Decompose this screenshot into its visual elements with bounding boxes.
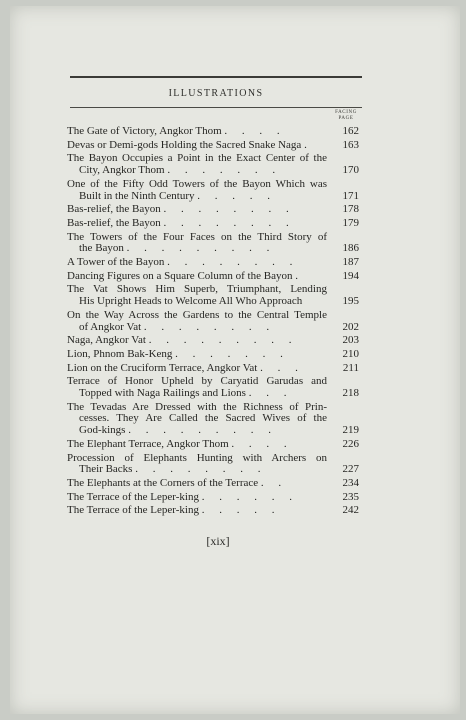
facing-page-number: 163	[342, 138, 359, 151]
caption-text: One of the Fifty Odd Towers of the Bayon Which was	[67, 177, 327, 190]
illustration-caption	[67, 271, 327, 283]
list-item	[67, 349, 359, 361]
facing-page-number: 202	[342, 320, 359, 333]
header-rule-bottom	[70, 107, 362, 108]
list-item	[67, 140, 359, 152]
caption-text: The Bayon Occupies a Point in the Exact Center of the	[67, 152, 327, 165]
caption-line	[67, 439, 327, 451]
illustration-caption	[67, 257, 327, 269]
caption-line	[67, 191, 327, 203]
list-item	[67, 505, 359, 517]
caption-text: City, Angkor Thom	[79, 164, 165, 177]
page-title: ILLUSTRATIONS	[168, 88, 264, 99]
caption-text: the Bayon	[79, 242, 124, 255]
caption-text: cesses. They Are Called the Sacred Wives of the	[79, 412, 327, 425]
illustration-caption	[67, 505, 327, 517]
page-label-word: PAGE	[338, 116, 354, 121]
illustration-caption	[67, 284, 327, 307]
facing-page-number: 210	[342, 347, 359, 360]
caption-line	[67, 126, 327, 138]
illustration-caption	[67, 453, 327, 476]
facing-page-number: 170	[342, 164, 359, 177]
leader-dots: . . .	[248, 387, 293, 400]
illustration-caption	[67, 363, 327, 375]
illustration-caption	[67, 310, 327, 333]
illustration-caption	[67, 492, 327, 504]
facing-page-number: 219	[342, 424, 359, 437]
caption-text: Devas or Demi-gods Holding the Sacred Snake Naga	[67, 138, 302, 151]
list-item	[67, 363, 359, 375]
illustration-caption	[67, 402, 327, 437]
illustration-caption	[67, 204, 327, 216]
illustration-caption	[67, 218, 327, 230]
caption-line	[67, 140, 327, 152]
caption-line	[67, 204, 327, 216]
list-item	[67, 179, 359, 202]
list-item	[67, 453, 359, 476]
leader-dots: . . . . .	[197, 189, 276, 202]
leader-dots: . . .	[260, 361, 304, 374]
list-item	[67, 153, 359, 176]
caption-text: The Elephants at the Corners of the Terrace	[67, 476, 259, 489]
caption-text: Dancing Figures on a Square Column of the Bayon	[67, 269, 293, 282]
facing-page-number: 234	[342, 476, 359, 489]
illustrations-list	[67, 126, 359, 519]
facing-page-number: 171	[342, 189, 359, 202]
caption-line	[67, 296, 327, 308]
caption-text: The Terrace of the Leper-king	[67, 504, 199, 517]
caption-text: Naga, Angkor Vat	[67, 334, 146, 347]
list-item	[67, 257, 359, 269]
list-item	[67, 402, 359, 437]
caption-text: Lion on the Cruciform Terrace, Angkor Vat	[67, 361, 258, 374]
caption-line	[67, 218, 327, 230]
list-item	[67, 126, 359, 138]
list-item	[67, 335, 359, 347]
caption-text: A Tower of the Bayon	[67, 256, 165, 269]
facing-page-number: 203	[342, 334, 359, 347]
list-item	[67, 478, 359, 490]
caption-text: God-kings	[79, 424, 126, 437]
caption-line	[67, 478, 327, 490]
illustration-caption	[67, 126, 327, 138]
facing-page-number: 218	[342, 387, 359, 400]
list-item	[67, 284, 359, 307]
caption-text: The Tevadas Are Dressed with the Richness of Prin-	[67, 400, 327, 413]
caption-text: On the Way Across the Gardens to the Central Temple	[67, 308, 327, 321]
caption-text: Terrace of Honor Upheld by Caryatid Garudas and	[67, 375, 327, 388]
leader-dots: . . . . . . . . .	[126, 242, 276, 255]
facing-page-number: 227	[342, 463, 359, 476]
caption-text: The Vat Shows Him Superb, Triumphant, Lending	[67, 283, 327, 296]
caption-text: of Angkor Vat	[79, 320, 142, 333]
leader-dots: . . . . . .	[201, 490, 298, 503]
caption-line	[67, 335, 327, 347]
leader-dots: . . . . . . . .	[163, 216, 295, 229]
facing-page-number: 226	[342, 437, 359, 450]
facing-page-number: 186	[342, 242, 359, 255]
facing-label-word: FACING	[335, 110, 357, 115]
leader-dots: . . . . . . . . .	[128, 424, 277, 437]
leader-dots: . . . . . . . .	[163, 203, 295, 216]
leader-dots: . . . . .	[201, 504, 281, 517]
caption-line	[67, 464, 327, 476]
caption-line	[67, 349, 327, 361]
list-item	[67, 271, 359, 283]
list-item	[67, 310, 359, 333]
leader-dots: . . . . . . . . .	[148, 334, 298, 347]
facing-page-number: 162	[342, 125, 359, 137]
leader-dots: . . . .	[224, 125, 286, 137]
list-item	[67, 492, 359, 504]
caption-text: Bas-relief, the Bayon	[67, 203, 161, 216]
leader-dots: . . . . . . . .	[143, 320, 276, 333]
caption-text: The Gate of Victory, Angkor Thom	[67, 125, 222, 137]
caption-line	[67, 271, 327, 283]
leader-dots: . . . . . . .	[175, 347, 289, 360]
leader-dots: .	[304, 138, 313, 151]
caption-line	[67, 322, 327, 334]
caption-text: The Terrace of the Leper-king	[67, 490, 199, 503]
illustration-caption	[67, 478, 327, 490]
page-header	[70, 76, 362, 108]
facing-page-number: 194	[342, 269, 359, 282]
caption-text: Topped with Naga Railings and Lions	[79, 387, 246, 400]
caption-line	[67, 492, 327, 504]
leader-dots: . . . .	[231, 437, 293, 450]
list-item	[67, 376, 359, 399]
facing-page-number: 195	[342, 295, 359, 308]
caption-line	[67, 425, 327, 437]
facing-page-number: 178	[342, 203, 359, 216]
illustration-caption	[67, 140, 327, 152]
list-item	[67, 439, 359, 451]
caption-text: Lion, Phnom Bak-Keng	[67, 347, 173, 360]
leader-dots: . . . . . . . .	[167, 256, 299, 269]
illustration-caption	[67, 153, 327, 176]
leader-dots: . .	[260, 476, 288, 489]
caption-line	[67, 243, 327, 255]
book-page	[10, 6, 460, 714]
facing-page-number: 187	[342, 256, 359, 269]
caption-line	[67, 165, 327, 177]
illustration-caption	[67, 439, 327, 451]
caption-line	[67, 257, 327, 269]
illustration-caption	[67, 179, 327, 202]
leader-dots: . . . . . . . .	[135, 463, 267, 476]
illustration-caption	[67, 232, 327, 255]
facing-page-label	[326, 110, 366, 122]
caption-text: His Upright Heads to Welcome All Who Approach	[79, 295, 303, 308]
illustration-caption	[67, 335, 327, 347]
caption-text: Procession of Elephants Hunting with Archers on	[67, 451, 327, 464]
illustration-caption	[67, 376, 327, 399]
list-item	[67, 204, 359, 216]
caption-line	[67, 388, 327, 400]
list-item	[67, 218, 359, 230]
facing-page-number: 179	[342, 216, 359, 229]
caption-line	[67, 363, 327, 375]
caption-text: Bas-relief, the Bayon	[67, 216, 161, 229]
header-rule-top	[70, 76, 362, 78]
facing-page-number: 211	[342, 361, 359, 374]
page-number-folio: [xix]	[206, 534, 230, 548]
list-item	[67, 232, 359, 255]
caption-text: The Towers of the Four Faces on the Third Story of	[67, 230, 327, 243]
leader-dots: .	[295, 269, 304, 282]
caption-text: Built in the Ninth Century	[79, 189, 195, 202]
facing-page-number: 235	[342, 490, 359, 503]
caption-text: Their Backs	[79, 463, 133, 476]
illustration-caption	[67, 349, 327, 361]
caption-line	[67, 505, 327, 517]
caption-text: The Elephant Terrace, Angkor Thom	[67, 437, 229, 450]
facing-page-number: 242	[342, 504, 359, 517]
leader-dots: . . . . . . .	[167, 164, 282, 177]
